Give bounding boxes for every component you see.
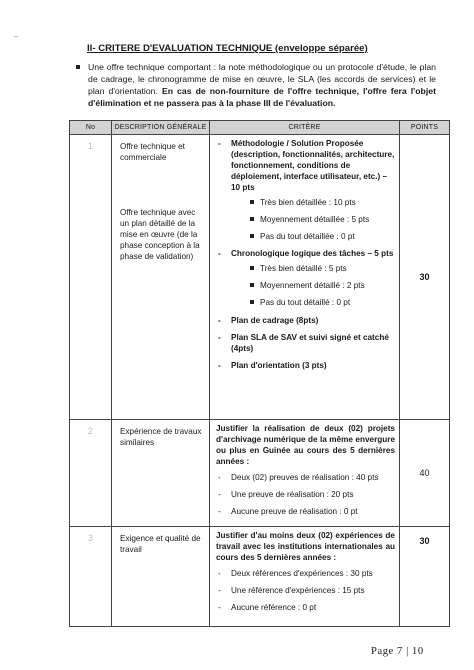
evaluation-table: [69, 120, 450, 627]
table-row: [70, 420, 450, 527]
row-criteria: [210, 527, 400, 627]
section-heading: II- CRITERE D'EVALUATION TECHNIQUE (enveloppe séparée): [87, 43, 368, 54]
row-description: [112, 527, 210, 627]
row-description: [112, 135, 210, 420]
header-no: No: [70, 121, 112, 135]
row-points: 30: [400, 527, 450, 627]
row-points: 30: [400, 135, 450, 420]
header-points: POINTS: [400, 121, 450, 135]
description-text: Expérience de travaux similaires: [120, 427, 202, 447]
square-bullet-icon: [76, 65, 80, 69]
sub-item: Pas du tout détaillée : 0 pt: [214, 231, 395, 242]
criterion-item: - Plan de cadrage (8pts): [214, 315, 395, 326]
intro-text: [88, 61, 436, 109]
row-criteria: [210, 135, 400, 420]
row-number: 1: [70, 135, 112, 420]
row-number: 2: [70, 420, 112, 527]
criterion-item: - Deux références d'expériences : 30 pts: [214, 568, 395, 579]
criterion-item: - Deux (02) preuves de réalisation : 40 pts: [214, 472, 395, 483]
criterion-item: - Plan SLA de SAV et suivi signé et catché (4pts): [214, 332, 395, 354]
criterion-item: - Une référence d'expériences : 15 pts: [214, 585, 395, 596]
table-row: [70, 135, 450, 420]
criterion-item: - Aucune référence : 0 pt: [214, 602, 395, 613]
criterion-item: - Méthodologie / Solution Proposée (description, fonctionnalités, architecture, fonctionnement, conditions de déploiement, interface utilisateur, etc.) – 10 pts: [214, 138, 395, 193]
sub-item: Moyennement détaillé : 2 pts: [214, 280, 395, 291]
description-text: Offre technique avec un plan détaillé de la mise en œuvre (de la phase conception à la phase de validation): [120, 208, 200, 261]
criterion-item: - Une preuve de réalisation : 20 pts: [214, 489, 395, 500]
intro-bold: En cas de non-fourniture de l'offre technique, l'offre fera l'objet d'élimination et ne passera pas à la phase III de l'évaluation.: [88, 86, 436, 108]
criterion-item: - Plan d'orientation (3 pts): [214, 360, 395, 371]
intro-plain: Une offre technique comportant : la note méthodologique ou un protocole d'étude, le plan de cadrage, le chronogramme de mise en œuvre, le SLA (les accords de services) et le plan d'orientation.: [88, 62, 436, 96]
description-text: Exigence et qualité de travail: [120, 534, 201, 554]
sub-item: Très bien détaillée : 10 pts: [214, 197, 395, 208]
row-description: [112, 420, 210, 527]
row-points: 40: [400, 420, 450, 527]
row-number: 3: [70, 527, 112, 627]
row-criteria: [210, 420, 400, 527]
criterion-lead: Justifier d'au moins deux (02) expériences de travail avec les institutions internationales au cours des 5 dernières années :: [216, 531, 395, 562]
intro-paragraph: [76, 61, 436, 109]
header-critere: CRITÈRE: [210, 121, 400, 135]
description-text: Offre technique et commerciale: [120, 142, 185, 162]
criterion-item: - Chronologique logique des tâches – 5 pts: [214, 248, 395, 259]
scan-mark: [14, 36, 18, 37]
criterion-item: - Aucune preuve de réalisation : 0 pt: [214, 506, 395, 517]
sub-item: Pas du tout détaillé : 0 pt: [214, 297, 395, 308]
table-header-row: [70, 121, 450, 135]
header-description: DESCRIPTION GÉNÉRALE: [112, 121, 210, 135]
sub-item: Moyennement détaillée : 5 pts: [214, 214, 395, 225]
table-row: [70, 527, 450, 627]
criterion-lead: Justifier la réalisation de deux (02) projets d'archivage numérique de la même envergure ou plus en Guinée au cours des 5 dernières années :: [216, 424, 395, 466]
sub-item: Très bien détaillé : 5 pts: [214, 263, 395, 274]
page-number: Page 7 | 10: [371, 646, 424, 657]
